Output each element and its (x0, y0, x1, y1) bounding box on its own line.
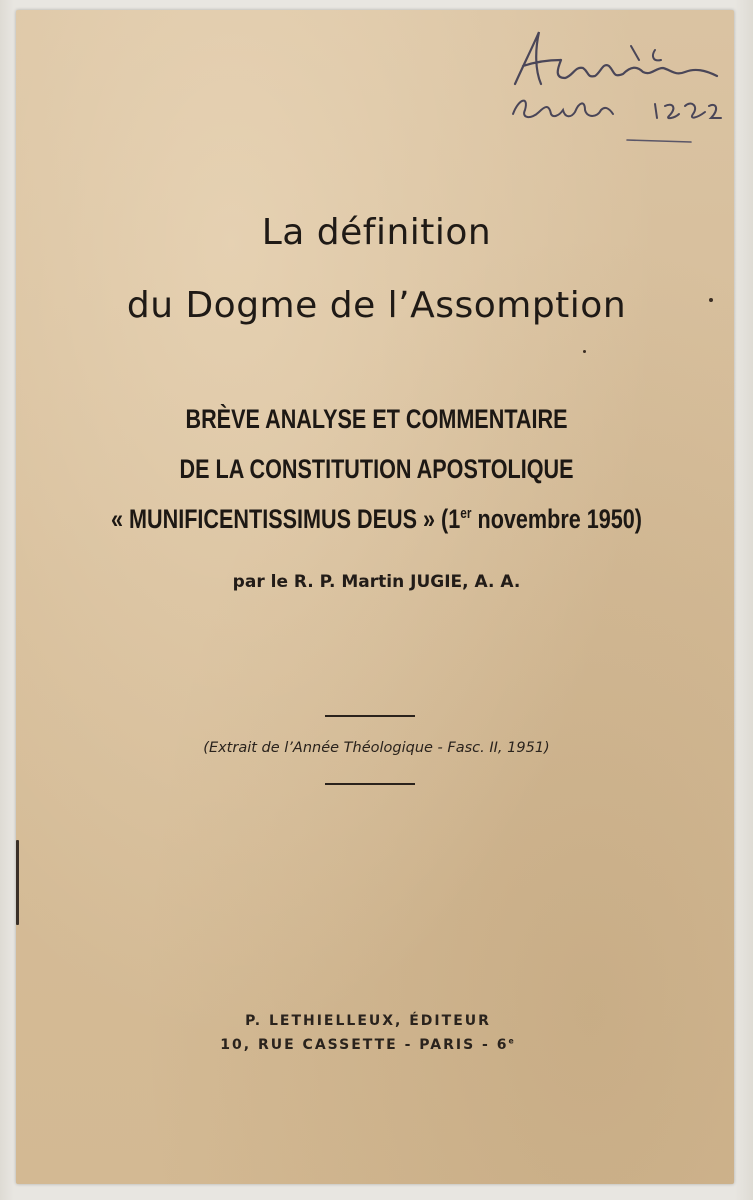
publisher-name: P. LETHIELLEUX, ÉDITEUR (245, 1013, 491, 1029)
subtitle-superscript: er (460, 506, 472, 522)
title-line-1: La définition (261, 212, 492, 253)
subtitle-line-2: DE LA CONSTITUTION APOSTOLIQUE (179, 454, 574, 484)
divider-bottom (325, 783, 415, 785)
publisher-address (0, 1037, 736, 1053)
author-line: par le R. P. Martin JUGIE, A. A. (232, 572, 521, 592)
publisher-address-superscript: e (508, 1036, 516, 1046)
subtitle-line-1: BRÈVE ANALYSE ET COMMENTAIRE (185, 404, 568, 434)
title-line-2: du Dogme de l’Assomption (126, 285, 627, 326)
subtitle-line-3-main: « MUNIFICENTISSIMUS DEUS » (1 (111, 504, 461, 534)
subtitle-line-3 (75, 504, 677, 535)
paper-speck (583, 350, 586, 353)
booklet-cover (16, 10, 734, 1184)
extract-note: (Extrait de l’Année Théologique - Fasc. II, 1951) (203, 740, 550, 756)
subtitle-line-3-tail: novembre 1950) (471, 504, 642, 534)
staple-mark (16, 840, 19, 925)
publisher-address-main: 10, RUE CASSETTE - PARIS - 6 (220, 1037, 509, 1053)
handwritten-signature (505, 26, 730, 156)
divider-top (325, 715, 415, 717)
